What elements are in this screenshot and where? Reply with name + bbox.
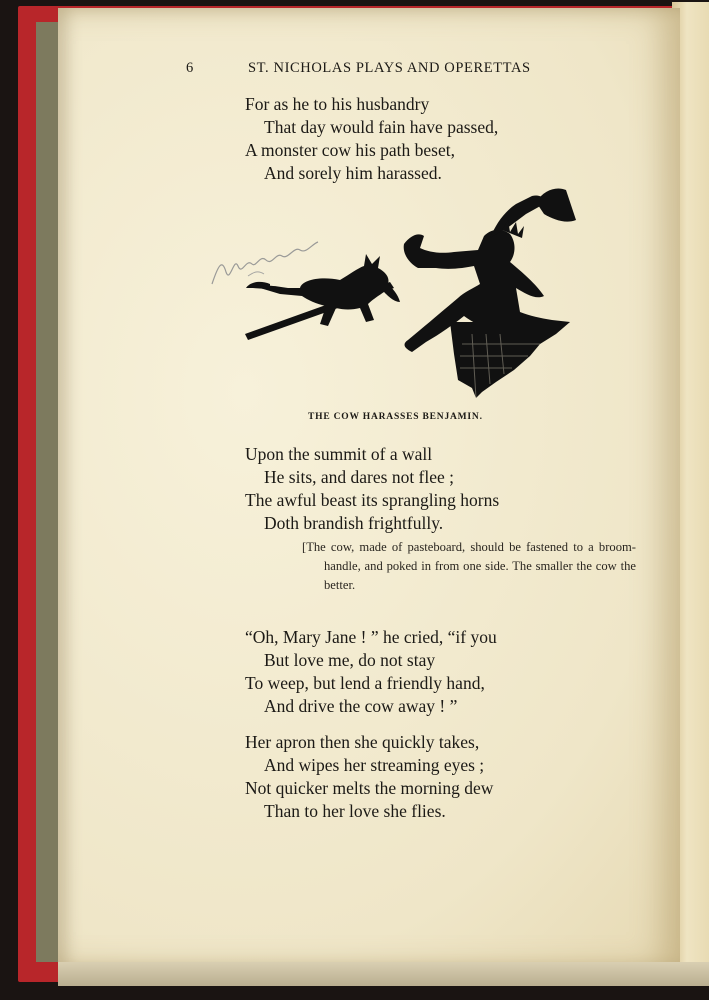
silhouette-illustration — [240, 184, 585, 404]
verse-line: That day would fain have passed, — [264, 117, 499, 137]
verse-line: A monster cow his path beset, — [245, 140, 455, 160]
page-number: 6 — [186, 60, 194, 76]
running-title: ST. NICHOLAS PLAYS AND OPERETTAS — [248, 60, 531, 76]
page-bottom-edge — [58, 962, 709, 986]
illustration-caption: THE COW HARASSES BENJAMIN. — [308, 412, 483, 422]
verse-line: He sits, and dares not flee ; — [264, 467, 455, 487]
verse-line: Her apron then she quickly takes, — [245, 732, 480, 752]
verse-line: “Oh, Mary Jane ! ” he cried, “if you — [245, 627, 497, 647]
stanza-2 — [245, 443, 499, 535]
verse-line: The awful beast its sprangling horns — [245, 490, 500, 510]
verse-line: Not quicker melts the morning dew — [245, 778, 494, 798]
verse-line: Upon the summit of a wall — [245, 444, 433, 464]
stanza-1 — [245, 93, 498, 185]
verse-line: Doth brandish frightfully. — [264, 513, 444, 533]
verse-line: For as he to his husbandry — [245, 94, 430, 114]
stage-direction-note — [302, 538, 636, 595]
verse-line: But love me, do not stay — [264, 650, 436, 670]
stage-note-text: [The cow, made of pasteboard, should be fastened to a broom-handle, and poked in from one side. The smaller the cow the better. — [302, 540, 636, 592]
verse-line: And drive the cow away ! ” — [264, 696, 458, 716]
verse-line: And sorely him harassed. — [264, 163, 442, 183]
verse-line: To weep, but lend a friendly hand, — [245, 673, 485, 693]
verse-line: And wipes her streaming eyes ; — [264, 755, 485, 775]
verse-line: Than to her love she flies. — [264, 801, 446, 821]
stanza-3 — [245, 626, 497, 718]
stanza-4 — [245, 731, 493, 823]
